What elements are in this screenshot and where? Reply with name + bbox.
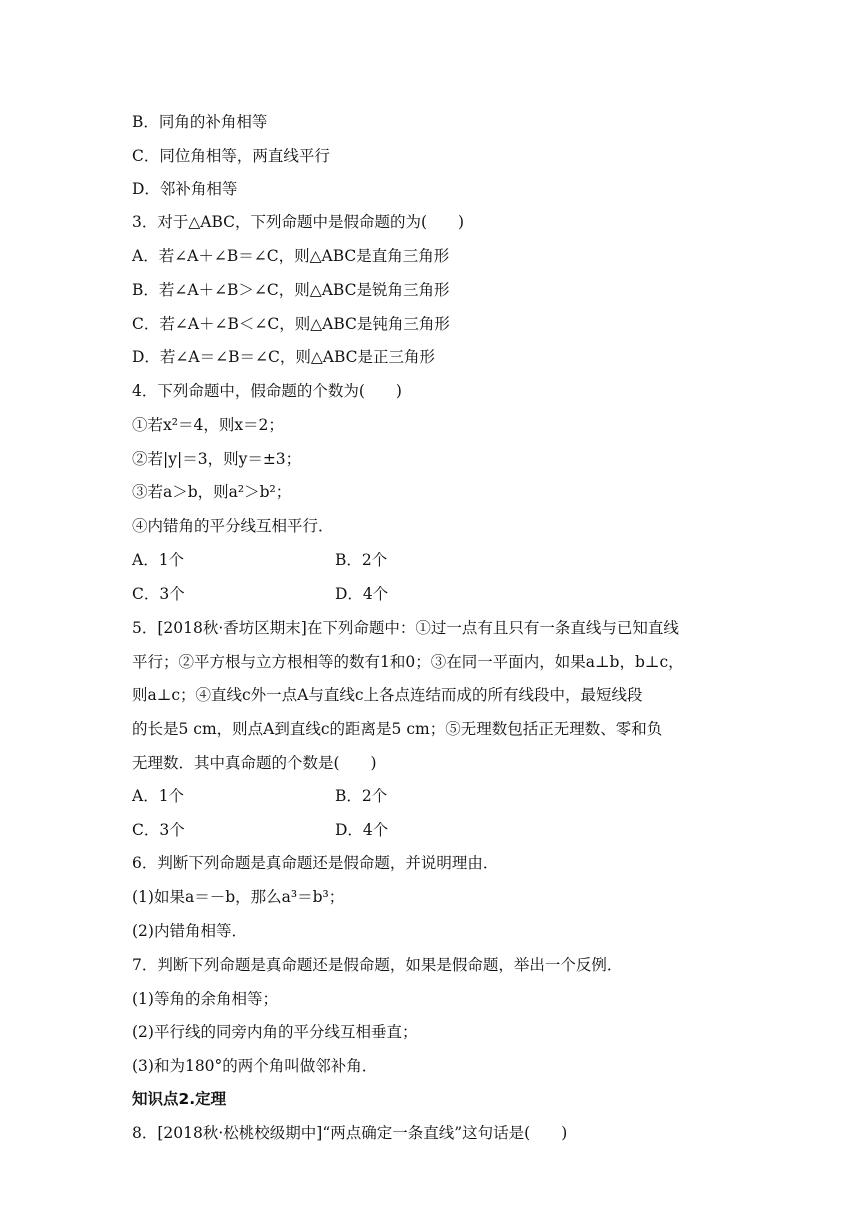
q3-option-a: A．若∠A＋∠B＝∠C，则△ABC是直角三角形 (132, 247, 450, 265)
section-heading-knowledge-point-2: 知识点2.定理 (132, 1090, 227, 1108)
q5-stem-line-3: 则a⊥c；④直线c外一点A与直线c上各点连结而成的所有线段中，最短线段 (132, 686, 643, 704)
q4-stem: 4．下列命题中，假命题的个数为( ) (132, 382, 402, 400)
q6-part-1: (1)如果a＝－b，那么a³＝b³； (132, 888, 345, 906)
q5-option-c: C．3个 (132, 821, 185, 839)
q4-option-d: D．4个 (335, 585, 389, 603)
q2-option-d: D．邻补角相等 (132, 180, 238, 198)
q5-stem-line-1: 5．[2018秋·香坊区期末]在下列命题中：①过一点有且只有一条直线与已知直线 (132, 619, 679, 637)
q2-option-b: B．同角的补角相等 (132, 113, 268, 131)
q5-stem-line-2: 平行；②平方根与立方根相等的数有1和0；③在同一平面内，如果a⊥b，b⊥c， (132, 653, 684, 671)
q5-option-a: A．1个 (132, 787, 185, 805)
q7-part-1: (1)等角的余角相等； (132, 990, 278, 1008)
q7-part-2: (2)平行线的同旁内角的平分线互相垂直； (132, 1023, 418, 1041)
q8-stem: 8．[2018秋·松桃校级期中]“两点确定一条直线”这句话是( ) (132, 1124, 568, 1142)
q2-option-c: C．同位角相等，两直线平行 (132, 147, 330, 165)
q5-stem-line-5: 无理数．其中真命题的个数是( ) (132, 754, 377, 772)
q4-option-c: C．3个 (132, 585, 185, 603)
q4-option-b: B．2个 (335, 551, 388, 569)
q4-option-a: A．1个 (132, 551, 185, 569)
q7-part-3: (3)和为180°的两个角叫做邻补角． (132, 1057, 378, 1075)
q4-statement-4: ④内错角的平分线互相平行． (132, 517, 334, 535)
q3-option-c: C．若∠A＋∠B＜∠C，则△ABC是钝角三角形 (132, 315, 450, 333)
q4-statement-2: ②若|y|＝3，则y＝±3； (132, 450, 302, 468)
q3-option-b: B．若∠A＋∠B＞∠C，则△ABC是锐角三角形 (132, 281, 450, 299)
q3-option-d: D．若∠A＝∠B＝∠C，则△ABC是正三角形 (132, 348, 435, 366)
q7-stem: 7．判断下列命题是真命题还是假命题，如果是假命题，举出一个反例． (132, 956, 623, 974)
q3-stem: 3．对于△ABC，下列命题中是假命题的为( ) (132, 213, 465, 231)
q5-option-b: B．2个 (335, 787, 388, 805)
q4-statement-1: ①若x²＝4，则x＝2； (132, 416, 284, 434)
q5-option-d: D．4个 (335, 821, 389, 839)
q4-statement-3: ③若a＞b，则a²＞b²； (132, 483, 292, 501)
q6-stem: 6．判断下列命题是真命题还是假命题，并说明理由． (132, 854, 499, 872)
q5-stem-line-4: 的长是5 cm，则点A到直线c的距离是5 cm；⑤无理数包括正无理数、零和负 (132, 720, 663, 738)
q6-part-2: (2)内错角相等． (132, 922, 247, 940)
